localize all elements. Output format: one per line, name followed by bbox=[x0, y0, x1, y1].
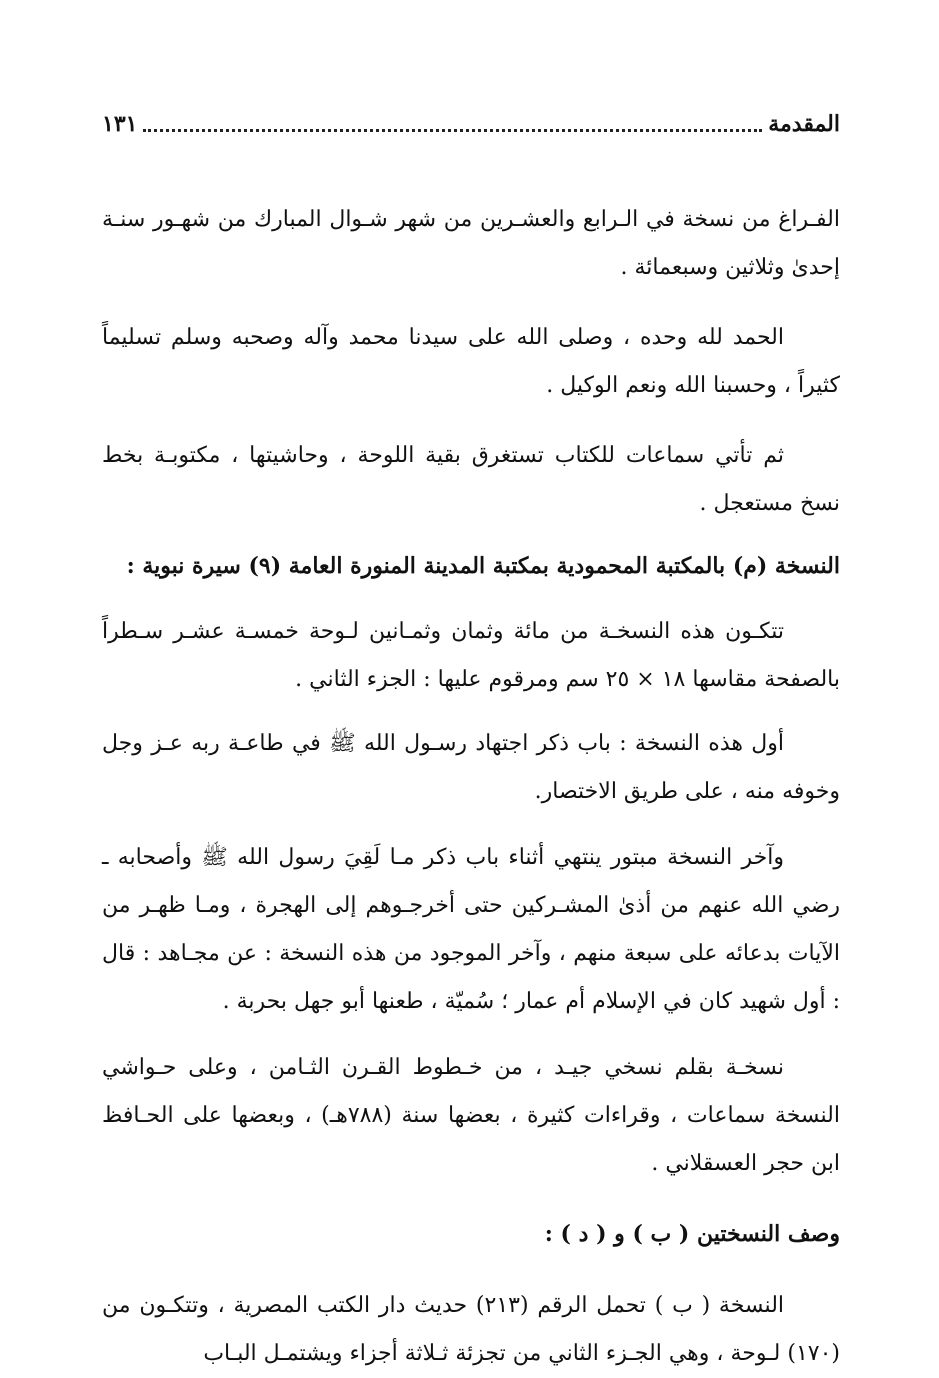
paragraph: تتكـون هذه النسخـة من مائة وثمان وثمـانين لـوحة خمسـة عشـر سـطراً بالصفحة مقاسها ١٨ × ٢٥ سم ومرقوم عليها : الجزء الثاني . bbox=[102, 619, 840, 692]
paragraph: أول هذه النسخة : باب ذكر اجتهاد رسـول الله ﷺ في طاعـة ربه عـز وجل وخوفه منه ، على طريق الاختصار. bbox=[102, 731, 840, 804]
paragraph: وآخر النسخة مبتور ينتهي أثناء باب ذكر مـا لَقِيَ رسول الله ﷺ وأصحابه ـ رضي الله عنهم من أذىٰ المشـركين حتى أخرجـوهم إلى الهجرة ، ومـا ظهـر من الآيات بدعائه على سبعة منهم ، وآخر الموجود من هذه النسخة : عن مجـاهد : قال : أول شهيد كان في الإسلام أم عمار ؛ سُميّة ، طعنها أبو جهل بحربة . bbox=[102, 845, 841, 1014]
paragraph: نسخـة بقلم نسخي جيـد ، من خـطوط القـرن الثـامن ، وعلى حـواشي النسخة سماعات ، وقراءات كثيرة ، بعضها سنة (٧٨٨هـ) ، وبعضها على الحـافظ ابن حجر العسقلاني . bbox=[102, 1055, 840, 1176]
paragraph: ثم تأتي سماعات للكتاب تستغرق بقية اللوحة ، وحاشيتها ، مكتوبـة بخط نسخ مستعجل . bbox=[102, 443, 840, 516]
paragraph: النسخة ( ب ) تحمل الرقم (٢١٣) حديث دار الكتب المصرية ، وتتكـون من (١٧٠) لـوحة ، وهي الجـزء الثاني من تجزئة ثـلاثة أجزاء ويشتمـل البـاب bbox=[102, 1293, 840, 1366]
body-text bbox=[102, 196, 840, 1378]
section-heading: وصف النسختين ( ب ) و ( د ) : bbox=[544, 1221, 840, 1247]
leader-dots bbox=[143, 129, 762, 132]
chapter-title: المقدمة bbox=[768, 111, 840, 137]
section-heading: النسخة (م) بالمكتبة المحمودية بمكتبة المدينة المنورة العامة (٩) سيرة نبوية : bbox=[126, 553, 840, 579]
page-number: ١٣١ bbox=[102, 111, 138, 137]
paragraph: الحمد لله وحده ، وصلى الله على سيدنا محمد وآله وصحبه وسلم تسليماً كثيراً ، وحسبنا الله ونعم الوكيل . bbox=[102, 325, 840, 398]
paragraph: الفـراغ من نسخة في الـرابع والعشـرين من شهر شـوال المبارك من شهـور سنـة إحدىٰ وثلاثين وسبعمائة . bbox=[102, 207, 840, 280]
running-header bbox=[102, 104, 840, 144]
